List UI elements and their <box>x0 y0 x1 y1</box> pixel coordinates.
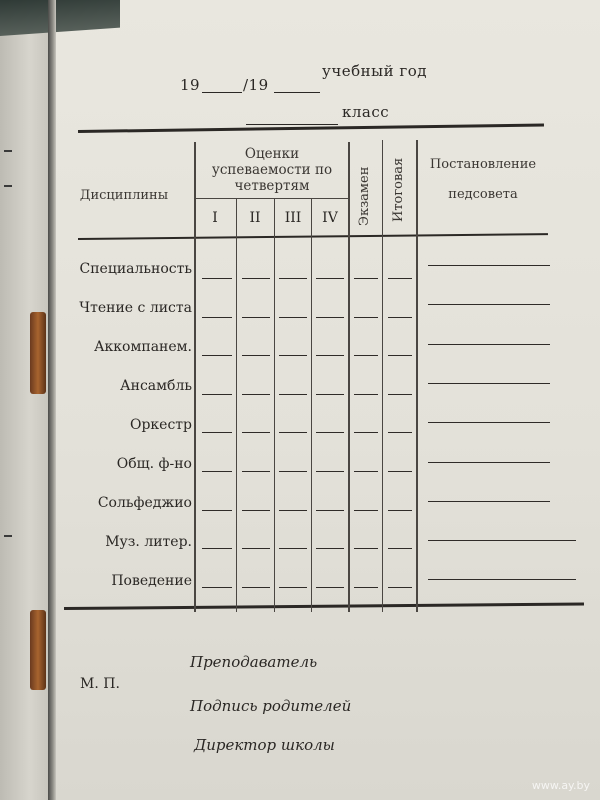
staple-rust <box>30 312 46 394</box>
subject-label: Поведение <box>111 573 192 589</box>
grade-blank <box>354 471 378 472</box>
grade-blank <box>202 587 232 588</box>
col-line <box>194 142 196 612</box>
col-line <box>311 198 312 612</box>
col-line <box>416 140 418 612</box>
grade-blank <box>202 394 232 395</box>
subject-label: Аккомпанем. <box>93 339 192 355</box>
decision-blank <box>428 579 576 580</box>
grade-blank <box>279 471 307 472</box>
decision-blank <box>428 344 550 345</box>
grade-blank <box>279 394 307 395</box>
year-blank-2 <box>274 92 320 93</box>
quarter-4: IV <box>322 210 338 226</box>
grade-blank <box>242 548 270 549</box>
quarters-rule <box>194 198 348 199</box>
grade-blank <box>388 548 412 549</box>
grade-blank <box>316 471 344 472</box>
grade-blank <box>388 278 412 279</box>
grade-blank <box>354 278 378 279</box>
grade-blank <box>279 355 307 356</box>
subject-label: Муз. литер. <box>105 534 192 550</box>
subject-label: Оркестр <box>129 417 192 433</box>
grade-blank <box>279 587 307 588</box>
grade-blank <box>202 317 232 318</box>
grade-blank <box>242 510 270 511</box>
grade-blank <box>354 587 378 588</box>
page-mark <box>4 535 12 537</box>
decision-blank <box>428 501 550 502</box>
grade-blank <box>316 510 344 511</box>
grade-blank <box>388 394 412 395</box>
subject-label: Ансамбль <box>120 378 192 394</box>
decision-blank <box>428 422 550 423</box>
grade-blank <box>202 548 232 549</box>
grade-blank <box>316 278 344 279</box>
grade-blank <box>388 355 412 356</box>
grade-blank <box>354 317 378 318</box>
grade-blank <box>279 510 307 511</box>
grades-header: Оценки успеваемости по четвертям <box>211 146 333 194</box>
grade-blank <box>316 548 344 549</box>
page-mark <box>4 150 12 152</box>
decision-header: Постановление педсовета <box>429 157 537 202</box>
grade-blank <box>316 587 344 588</box>
grade-blank <box>316 394 344 395</box>
quarter-2: II <box>249 210 261 226</box>
report-page <box>56 0 600 800</box>
director-signature-label: Директор школы <box>194 736 335 754</box>
grade-blank <box>316 355 344 356</box>
teacher-signature-label: Преподаватель <box>190 653 318 671</box>
grade-blank <box>354 432 378 433</box>
grade-blank <box>354 510 378 511</box>
grade-blank <box>202 355 232 356</box>
decision-blank <box>428 462 550 463</box>
subject-label: Сольфеджио <box>97 495 192 511</box>
exam-header: Экзамен <box>357 166 372 226</box>
year-blank-1 <box>202 92 242 93</box>
grade-blank <box>354 394 378 395</box>
year-middle: /19 <box>243 76 269 94</box>
grade-blank <box>279 432 307 433</box>
grade-blank <box>279 278 307 279</box>
grade-blank <box>242 471 270 472</box>
col-line <box>382 140 383 612</box>
grade-blank <box>388 432 412 433</box>
table-bottom-rule <box>64 602 584 609</box>
subjects-header: Дисциплины <box>79 188 169 203</box>
grade-blank <box>202 510 232 511</box>
decision-blank <box>428 265 550 266</box>
quarter-1: I <box>212 210 218 226</box>
grade-blank <box>354 548 378 549</box>
grade-blank <box>202 278 232 279</box>
class-label: класс <box>342 103 390 121</box>
grade-blank <box>354 355 378 356</box>
class-blank <box>246 124 338 125</box>
year-prefix: 19 <box>180 76 201 94</box>
page-mark <box>4 185 12 187</box>
grade-blank <box>279 317 307 318</box>
decision-blank <box>428 540 576 541</box>
grade-blank <box>202 432 232 433</box>
grade-blank <box>388 510 412 511</box>
final-header: Итоговая <box>391 157 406 222</box>
col-line <box>236 198 237 612</box>
col-line <box>348 142 350 612</box>
grade-blank <box>242 587 270 588</box>
grade-blank <box>388 471 412 472</box>
subject-label: Чтение с листа <box>79 300 192 316</box>
subject-label: Общ. ф-но <box>116 456 192 472</box>
grade-blank <box>388 587 412 588</box>
grade-blank <box>202 471 232 472</box>
parents-signature-label: Подпись родителей <box>190 697 352 715</box>
watermark: www.ay.by <box>531 779 590 792</box>
staple-rust <box>30 610 46 690</box>
grade-blank <box>242 394 270 395</box>
grade-blank <box>242 317 270 318</box>
grade-blank <box>242 432 270 433</box>
col-line <box>274 198 275 612</box>
grade-blank <box>388 317 412 318</box>
header-bottom-rule <box>78 233 548 240</box>
grade-blank <box>242 355 270 356</box>
grade-blank <box>242 278 270 279</box>
stamp-place: М. П. <box>80 676 120 692</box>
grade-blank <box>316 317 344 318</box>
book-spine <box>48 0 56 800</box>
grade-blank <box>279 548 307 549</box>
decision-blank <box>428 304 550 305</box>
decision-blank <box>428 383 550 384</box>
subject-label: Специальность <box>79 261 192 277</box>
quarter-3: III <box>284 210 302 226</box>
school-year-label: учебный год <box>322 62 427 80</box>
grade-blank <box>316 432 344 433</box>
